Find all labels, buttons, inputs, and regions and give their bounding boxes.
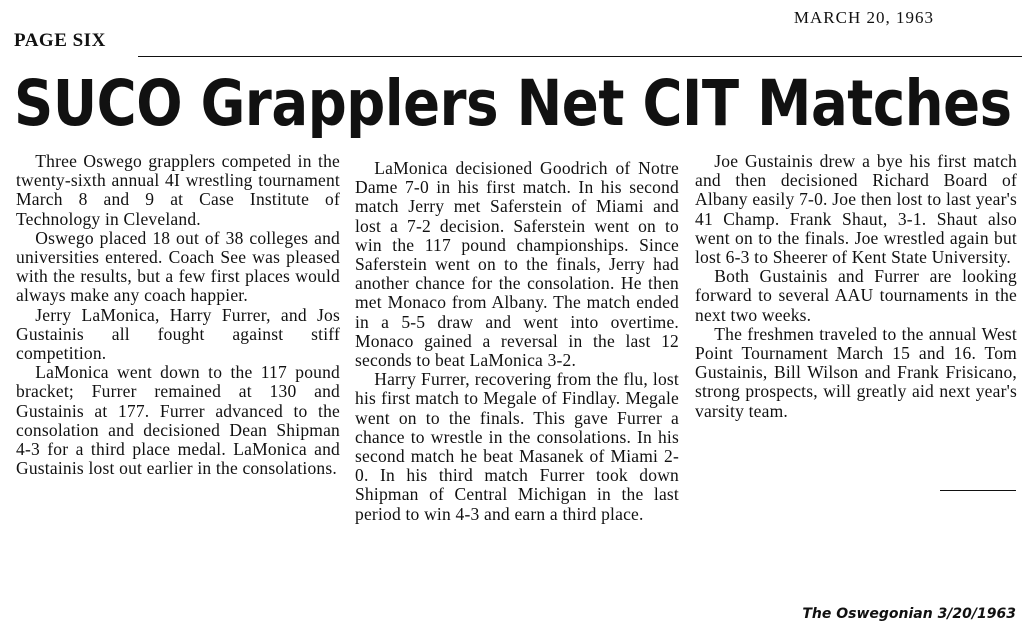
paragraph: Oswego placed 18 out of 38 colleges and universities entered. Coach See was pleased with the results, but a few first places would always make any coach happier.: [16, 227, 340, 306]
paragraph: Joe Gustainis drew a bye his first match and then decisioned Richard Board of Albany easily 7-0. Joe then lost to last year's 41 Champ. Frank Shaut, 3-1. Shaut also went on to the finals. Joe wrestled again but lost 6-3 to Sheerer of Kent State University.: [695, 151, 1017, 268]
paragraph: Both Gustainis and Furrer are looking forward to several AAU tournaments in the next two weeks.: [695, 266, 1017, 325]
paragraph: Three Oswego grapplers competed in the twenty-sixth annual 4I wrestling tournament March 8 and 9 at Case Institute of Technology in Cleveland.: [16, 151, 340, 229]
article-headline: SUCO Grapplers Net CIT Matches: [14, 67, 1012, 140]
article-end-rule: [940, 490, 1016, 491]
paragraph: LaMonica went down to the 117 pound bracket; Furrer remained at 130 and Gustainis at 177. Furrer advanced to the consolation and decisioned Dean Shipman 4-3 for a third place medal. LaMonica and Gustainis lost out earlier in the consolations.: [16, 362, 340, 479]
paragraph: Jerry LaMonica, Harry Furrer, and Jos Gustainis all fought against stiff competition.: [16, 304, 340, 364]
paragraph: LaMonica decisioned Goodrich of Notre Dame 7-0 in his first match. In his second match Jerry met Saferstein of Miami and lost a 7-2 decision. Saferstein went on to win the 117 pound championships. Since Saferstein went on to the finals, Jerry had another chance for the consolation. He then met Monaco from Albany. The match ended in a 5-5 draw and went into overtime. Monaco gained a reversal in the last 12 seconds to beat LaMonica 3-2.: [355, 158, 679, 371]
page-number-label: PAGE SIX: [14, 30, 106, 51]
header-rule: [138, 56, 1022, 57]
article-column-3: [695, 152, 1017, 421]
paragraph: Harry Furrer, recovering from the flu, lost his first match to Megale of Findlay. Megale went on to the finals. This gave Furrer a chance to wrestle in the consolations. In his second match he beat Masanek of Miami 2-0. In his third match Furrer took down Shipman of Central Michigan in the last period to win 4-3 and earn a third place.: [355, 369, 679, 524]
article-column-1: [16, 152, 340, 478]
source-caption: The Oswegonian 3/20/1963: [802, 606, 1016, 622]
paragraph: The freshmen traveled to the annual West Point Tournament March 15 and 16. Tom Gustainis, Bill Wilson and Frank Frisicano, strong prospects, will greatly aid next year's varsity team.: [695, 323, 1017, 421]
article-column-2: [355, 159, 679, 524]
issue-date: MARCH 20, 1963: [793, 8, 934, 27]
